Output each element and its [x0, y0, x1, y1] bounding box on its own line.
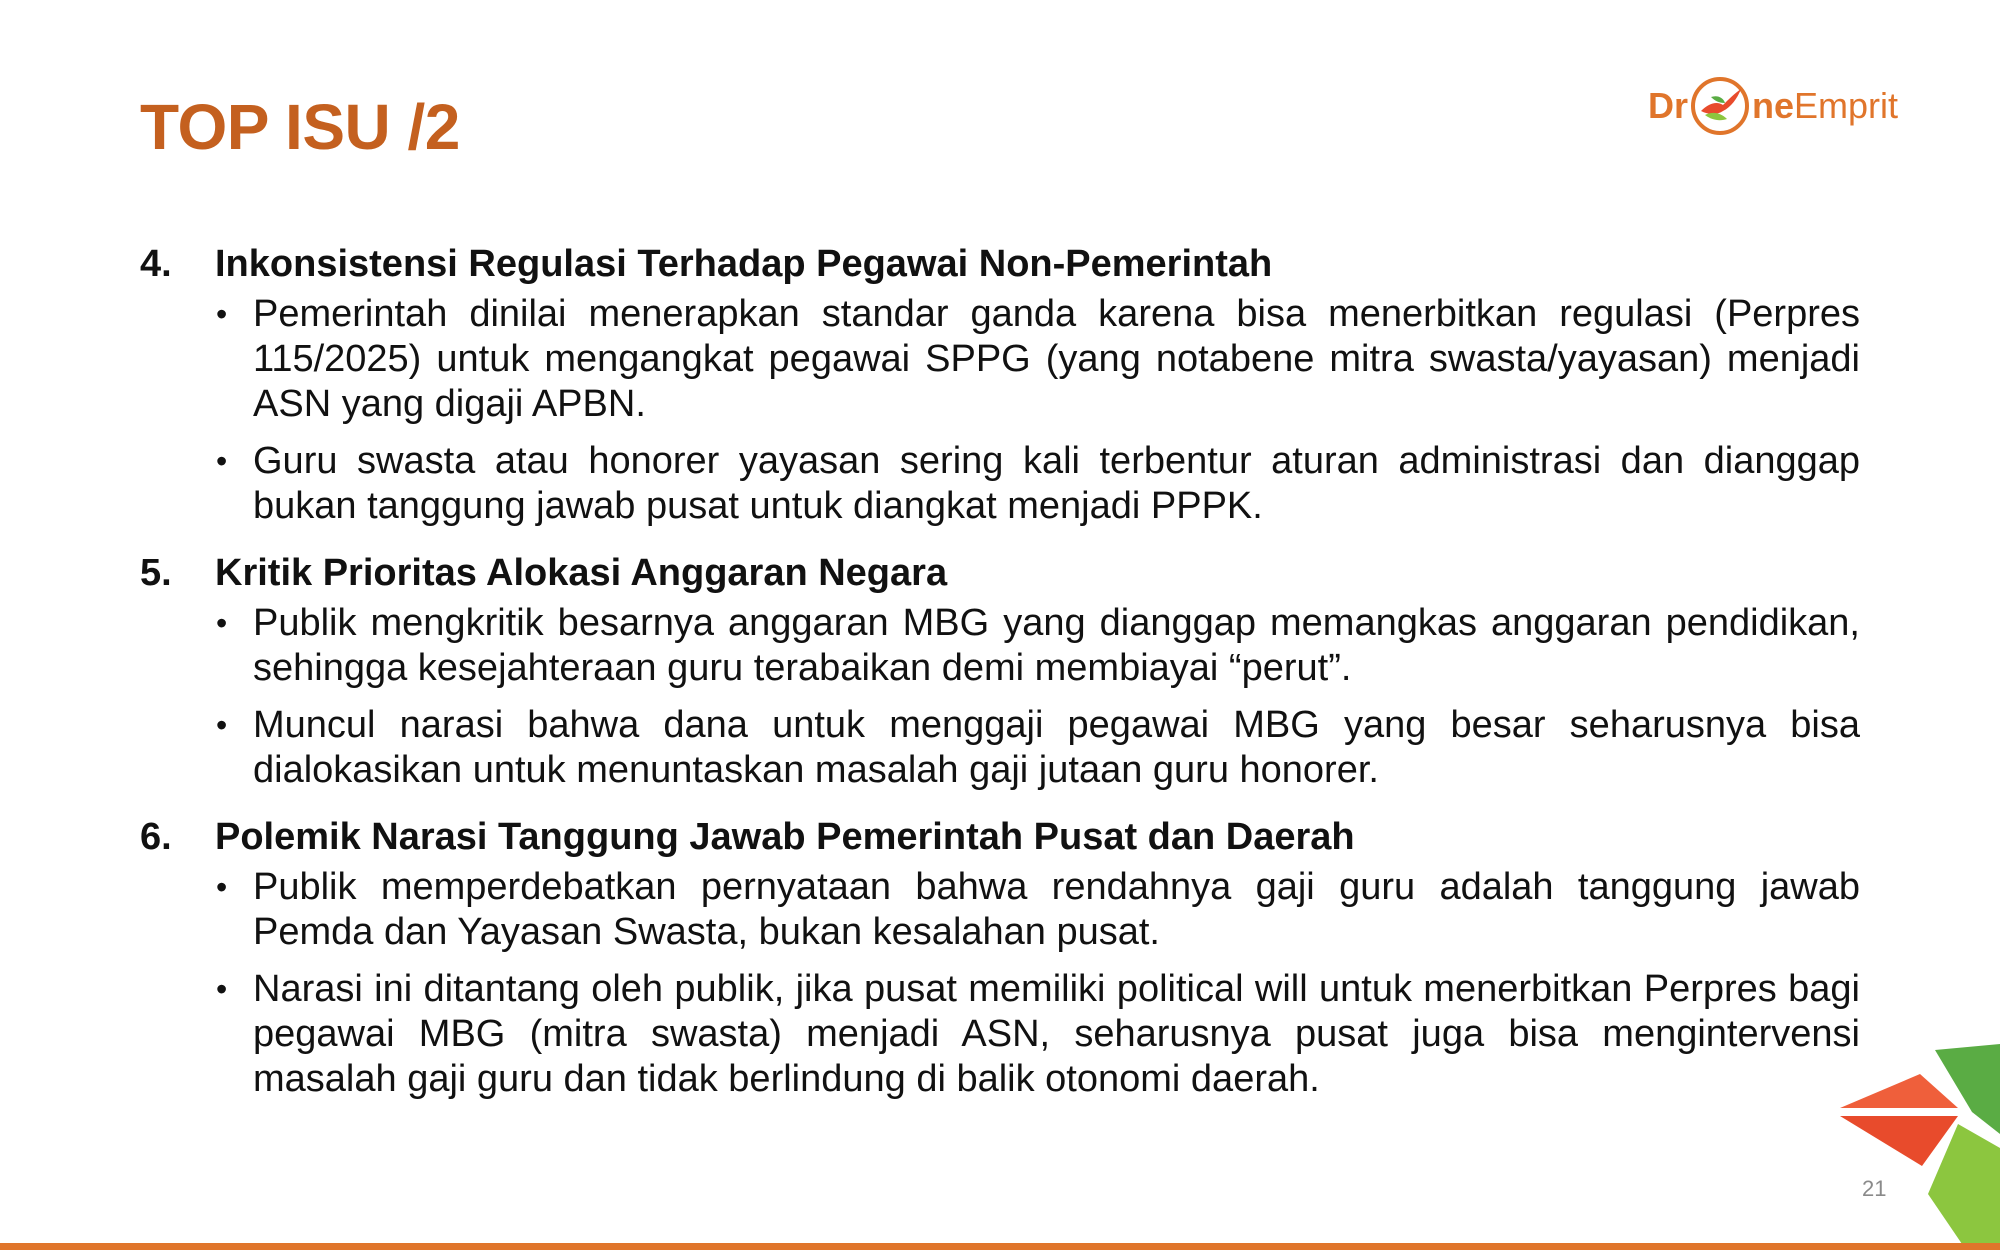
issue-heading [140, 547, 1860, 599]
bullet-item [140, 865, 1860, 955]
bullet-item [140, 439, 1860, 529]
bullet-list [140, 292, 1860, 529]
bullet-icon: • [216, 443, 228, 479]
issue-number: 5. [140, 552, 172, 594]
issue-title: Inkonsistensi Regulasi Terhadap Pegawai Non-Pemerintah [215, 243, 1273, 285]
issue-title: Kritik Prioritas Alokasi Anggaran Negara [215, 552, 948, 594]
drone-bird-logo-icon [1689, 75, 1751, 137]
bullet-list [140, 601, 1860, 793]
bullet-item [140, 601, 1860, 691]
issue-4 [140, 238, 1860, 529]
corner-decoration [1840, 1044, 2000, 1244]
bottom-accent-bar [0, 1243, 2000, 1250]
bullet-text: Publik memperdebatkan pernyataan bahwa rendahnya gaji guru adalah tanggung jawab Pemda dan Yayasan Swasta, bukan kesalahan pusat. [253, 866, 1860, 953]
bullet-list [140, 865, 1860, 1102]
issue-6 [140, 811, 1860, 1102]
issue-list [140, 238, 1860, 1120]
logo-text-part2: ne [1752, 85, 1795, 126]
bullet-text: Publik mengkritik besarnya anggaran MBG yang dianggap memangkas anggaran pendidikan, sehingga kesejahteraan guru terabaikan demi membiayai “perut”. [253, 602, 1860, 689]
bullet-icon: • [216, 971, 228, 1007]
issue-title: Polemik Narasi Tanggung Jawab Pemerintah Pusat dan Daerah [215, 816, 1355, 858]
bullet-item [140, 292, 1860, 427]
bullet-item [140, 703, 1860, 793]
bullet-text: Narasi ini ditantang oleh publik, jika pusat memiliki political will untuk menerbitkan Perpres bagi pegawai MBG (mitra swasta) menjadi ASN, seharusnya pusat juga bisa mengintervensi masalah gaji guru dan tidak berlindung di balik otonomi daerah. [253, 968, 1860, 1100]
drone-emprit-logo [1648, 70, 1898, 142]
bullet-icon: • [216, 605, 228, 641]
bullet-text: Muncul narasi bahwa dana untuk menggaji pegawai MBG yang besar seharusnya bisa dialokasikan untuk menuntaskan masalah gaji jutaan guru honorer. [253, 704, 1860, 791]
logo-text-part1: Dr [1648, 85, 1689, 126]
bullet-text: Pemerintah dinilai menerapkan standar ganda karena bisa menerbitkan regulasi (Perpres 115/2025) untuk mengangkat pegawai SPPG (yang notabene mitra swasta/yayasan) menjadi ASN yang digaji APBN. [253, 293, 1860, 425]
issue-heading [140, 238, 1860, 290]
deco-red-shape-upper [1840, 1074, 1958, 1108]
bullet-text: Guru swasta atau honorer yayasan sering kali terbentur aturan administrasi dan dianggap bukan tanggung jawab pusat untuk diangkat menjadi PPPK. [253, 440, 1860, 527]
issue-heading [140, 811, 1860, 863]
page-number: 21 [1862, 1176, 1887, 1201]
bullet-item [140, 967, 1860, 1102]
deco-red-shape-lower [1840, 1116, 1958, 1166]
slide-title: TOP ISU /2 [140, 91, 460, 163]
bullet-icon: • [216, 707, 228, 743]
bullet-icon: • [216, 869, 228, 905]
bullet-icon: • [216, 296, 228, 332]
issue-5 [140, 547, 1860, 793]
logo-text-part3: Emprit [1794, 85, 1899, 126]
issue-number: 4. [140, 243, 172, 285]
issue-number: 6. [140, 816, 172, 858]
